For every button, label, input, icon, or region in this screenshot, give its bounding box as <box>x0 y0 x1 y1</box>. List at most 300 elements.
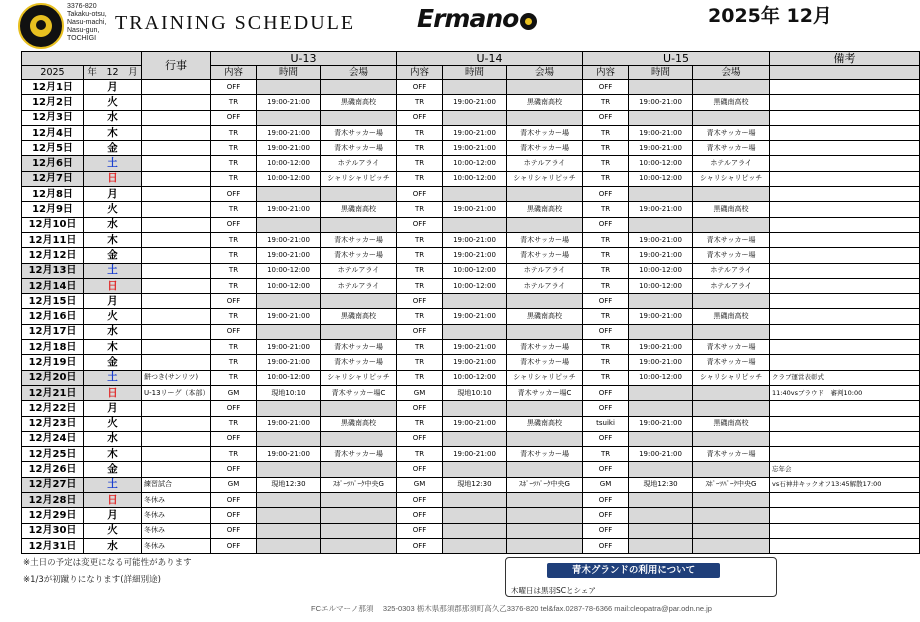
u14-time-header: 時間 <box>443 66 507 80</box>
weekday-cell: 水 <box>84 324 142 339</box>
u14-time-cell <box>443 523 507 538</box>
note-cell <box>770 217 920 232</box>
schedule-body <box>22 80 920 554</box>
u13-type-cell: OFF <box>211 110 257 125</box>
schedule-row <box>22 340 920 355</box>
date-cell: 12月21日 <box>22 385 84 400</box>
u15-time-cell <box>629 431 693 446</box>
u13-venue-cell <box>321 294 397 309</box>
u14-venue-cell <box>507 538 583 553</box>
contact-footer: FCエルマーノ那須 325-0303 栃木県那須郡那須町高久乙3376-820 tel&fax.0287-78-6366 mail:cleopatra@par.odn.ne.jp <box>311 604 712 613</box>
u13-venue-cell: ホテルアライ <box>321 156 397 171</box>
u13-venue-cell: シャリシャリピッチ <box>321 171 397 186</box>
u13-time-cell <box>257 431 321 446</box>
weekday-cell: 月 <box>84 294 142 309</box>
date-cell: 12月8日 <box>22 187 84 202</box>
u14-time-cell <box>443 187 507 202</box>
note-cell <box>770 202 920 217</box>
u13-time-cell: 19:00-21:00 <box>257 95 321 110</box>
date-cell: 12月12日 <box>22 248 84 263</box>
note-cell <box>770 156 920 171</box>
weekday-cell: 水 <box>84 538 142 553</box>
note-cell <box>770 340 920 355</box>
month-label: 2025年 12月 <box>708 5 832 27</box>
weekday-cell: 月 <box>84 508 142 523</box>
u15-type-cell: OFF <box>583 110 629 125</box>
note-cell <box>770 324 920 339</box>
weekday-cell: 日 <box>84 171 142 186</box>
u13-type-cell: OFF <box>211 523 257 538</box>
schedule-row <box>22 156 920 171</box>
u15-time-cell <box>629 324 693 339</box>
event-cell: 冬休み <box>142 523 211 538</box>
u13-type-cell: TR <box>211 309 257 324</box>
u14-time-cell <box>443 508 507 523</box>
date-cell: 12月11日 <box>22 232 84 247</box>
u15-type-header: 内容 <box>583 66 629 80</box>
u14-venue-cell: 黒磯南高校 <box>507 95 583 110</box>
u14-venue-cell <box>507 294 583 309</box>
u15-venue-cell: 黒磯南高校 <box>693 416 770 431</box>
u15-venue-cell: ホテルアライ <box>693 156 770 171</box>
u15-time-cell <box>629 462 693 477</box>
weekday-cell: 金 <box>84 248 142 263</box>
u14-time-cell <box>443 217 507 232</box>
u13-time-cell: 19:00-21:00 <box>257 355 321 370</box>
u13-venue-cell <box>321 187 397 202</box>
u14-type-cell: TR <box>397 447 443 462</box>
date-cell: 12月19日 <box>22 355 84 370</box>
schedule-row <box>22 385 920 400</box>
u13-type-cell: TR <box>211 248 257 263</box>
schedule-row <box>22 263 920 278</box>
date-cell: 12月30日 <box>22 523 84 538</box>
u13-time-cell: 19:00-21:00 <box>257 248 321 263</box>
u14-time-cell <box>443 401 507 416</box>
u13-venue-cell <box>321 80 397 95</box>
note-cell <box>770 248 920 263</box>
u13-venue-cell <box>321 462 397 477</box>
u15-type-cell: TR <box>583 340 629 355</box>
u15-venue-cell: 青木サッカー場 <box>693 125 770 140</box>
u14-time-cell: 19:00-21:00 <box>443 95 507 110</box>
weekday-cell: 木 <box>84 232 142 247</box>
u14-venue-cell <box>507 493 583 508</box>
weekday-cell: 日 <box>84 493 142 508</box>
date-cell: 12月13日 <box>22 263 84 278</box>
u13-type-cell: GM <box>211 477 257 492</box>
u15-type-cell: OFF <box>583 294 629 309</box>
u15-venue-cell <box>693 462 770 477</box>
u14-venue-cell <box>507 110 583 125</box>
u15-time-cell <box>629 217 693 232</box>
schedule-row <box>22 217 920 232</box>
club-logo-icon <box>18 3 64 49</box>
u15-time-cell <box>629 538 693 553</box>
u15-time-cell <box>629 187 693 202</box>
brand-ball-icon <box>520 13 537 30</box>
weekday-cell: 土 <box>84 370 142 385</box>
u15-venue-cell: シャリシャリピッチ <box>693 370 770 385</box>
u15-type-cell: TR <box>583 95 629 110</box>
u15-venue-cell: 青木サッカー場 <box>693 141 770 156</box>
note-cell <box>770 523 920 538</box>
u14-type-cell: OFF <box>397 523 443 538</box>
u13-venue-cell: シャリシャリピッチ <box>321 370 397 385</box>
date-cell: 12月27日 <box>22 477 84 492</box>
note-cell <box>770 263 920 278</box>
schedule-row <box>22 141 920 156</box>
schedule-row <box>22 462 920 477</box>
u13-time-cell <box>257 110 321 125</box>
weekday-cell: 火 <box>84 416 142 431</box>
u14-venue-header: 会場 <box>507 66 583 80</box>
weekday-cell: 木 <box>84 340 142 355</box>
schedule-row <box>22 493 920 508</box>
u15-time-cell: 10:00-12:00 <box>629 278 693 293</box>
header-blank <box>22 52 142 66</box>
u14-venue-cell: ホテルアライ <box>507 278 583 293</box>
u15-venue-cell <box>693 493 770 508</box>
u15-time-cell: 19:00-21:00 <box>629 202 693 217</box>
u13-type-cell: TR <box>211 141 257 156</box>
u15-type-cell: OFF <box>583 462 629 477</box>
event-cell <box>142 462 211 477</box>
weekday-cell: 土 <box>84 156 142 171</box>
u15-venue-cell <box>693 508 770 523</box>
u14-time-cell <box>443 324 507 339</box>
u14-venue-cell <box>507 217 583 232</box>
weekday-cell: 火 <box>84 202 142 217</box>
u14-time-cell <box>443 493 507 508</box>
u13-time-cell: 現地10:10 <box>257 385 321 400</box>
weekday-cell: 火 <box>84 523 142 538</box>
event-header: 行事 <box>142 52 211 80</box>
schedule-row <box>22 187 920 202</box>
u14-time-cell: 現地10:10 <box>443 385 507 400</box>
notice-box <box>505 557 777 597</box>
u14-type-cell: OFF <box>397 294 443 309</box>
event-cell <box>142 309 211 324</box>
schedule-row <box>22 447 920 462</box>
u14-type-cell: TR <box>397 232 443 247</box>
note-cell <box>770 309 920 324</box>
event-cell: 冬休み <box>142 538 211 553</box>
u15-type-cell: TR <box>583 156 629 171</box>
note-cell <box>770 125 920 140</box>
u13-venue-cell <box>321 538 397 553</box>
u13-time-cell: 10:00-12:00 <box>257 171 321 186</box>
u14-type-cell: OFF <box>397 401 443 416</box>
u15-type-cell: TR <box>583 248 629 263</box>
u14-venue-cell <box>507 324 583 339</box>
u14-type-cell: TR <box>397 278 443 293</box>
date-cell: 12月5日 <box>22 141 84 156</box>
u15-venue-cell: ホテルアライ <box>693 278 770 293</box>
u13-type-cell: OFF <box>211 187 257 202</box>
u15-type-cell: TR <box>583 232 629 247</box>
u14-time-cell: 19:00-21:00 <box>443 416 507 431</box>
weekday-cell: 金 <box>84 355 142 370</box>
event-cell <box>142 401 211 416</box>
u14-type-cell: OFF <box>397 324 443 339</box>
u13-type-cell: OFF <box>211 538 257 553</box>
schedule-row <box>22 370 920 385</box>
footnote-first-kick: ※1/3が初蹴りになります(詳細別途) <box>23 575 161 585</box>
u13-type-cell: OFF <box>211 80 257 95</box>
u13-venue-cell: ホテルアライ <box>321 278 397 293</box>
u14-time-cell: 19:00-21:00 <box>443 141 507 156</box>
u15-type-cell: OFF <box>583 187 629 202</box>
note-cell <box>770 187 920 202</box>
schedule-row <box>22 232 920 247</box>
event-cell <box>142 95 211 110</box>
u13-venue-cell: 青木サッカー場C <box>321 385 397 400</box>
u14-type-cell: TR <box>397 355 443 370</box>
u14-time-cell: 19:00-21:00 <box>443 447 507 462</box>
u15-time-cell <box>629 110 693 125</box>
u13-type-cell: TR <box>211 447 257 462</box>
u15-venue-cell: シャリシャリピッチ <box>693 171 770 186</box>
u15-time-cell <box>629 493 693 508</box>
date-cell: 12月31日 <box>22 538 84 553</box>
date-cell: 12月2日 <box>22 95 84 110</box>
note-cell <box>770 80 920 95</box>
date-cell: 12月7日 <box>22 171 84 186</box>
u13-venue-cell: 黒磯南高校 <box>321 416 397 431</box>
note-cell: vs石神井キックオフ13:45解散17:00 <box>770 477 920 492</box>
u13-time-cell <box>257 538 321 553</box>
u14-type-cell: OFF <box>397 462 443 477</box>
u13-time-cell: 10:00-12:00 <box>257 370 321 385</box>
u13-time-cell <box>257 523 321 538</box>
u14-venue-cell <box>507 508 583 523</box>
schedule-row <box>22 401 920 416</box>
u15-type-cell: TR <box>583 309 629 324</box>
u14-venue-cell: 黒磯南高校 <box>507 416 583 431</box>
u13-venue-cell: 青木サッカー場 <box>321 125 397 140</box>
event-cell: 冬休み <box>142 493 211 508</box>
date-cell: 12月28日 <box>22 493 84 508</box>
u14-venue-cell: ホテルアライ <box>507 156 583 171</box>
date-cell: 12月22日 <box>22 401 84 416</box>
u15-type-cell: TR <box>583 355 629 370</box>
schedule-row <box>22 477 920 492</box>
u13-type-cell: OFF <box>211 401 257 416</box>
weekday-cell: 木 <box>84 125 142 140</box>
u14-venue-cell: 青木サッカー場 <box>507 125 583 140</box>
note-cell <box>770 141 920 156</box>
u15-venue-cell <box>693 401 770 416</box>
u13-time-cell <box>257 80 321 95</box>
date-cell: 12月16日 <box>22 309 84 324</box>
u14-type-header: 内容 <box>397 66 443 80</box>
u13-time-cell <box>257 217 321 232</box>
date-cell: 12月9日 <box>22 202 84 217</box>
schedule-row <box>22 95 920 110</box>
u14-type-cell: TR <box>397 125 443 140</box>
u15-venue-cell <box>693 80 770 95</box>
u15-time-cell: 19:00-21:00 <box>629 355 693 370</box>
note-cell <box>770 508 920 523</box>
event-cell <box>142 416 211 431</box>
schedule-row <box>22 508 920 523</box>
u15-venue-cell <box>693 385 770 400</box>
u13-venue-cell: 青木サッカー場 <box>321 355 397 370</box>
schedule-row <box>22 324 920 339</box>
u13-type-cell: TR <box>211 125 257 140</box>
u15-time-cell <box>629 294 693 309</box>
u14-time-cell <box>443 538 507 553</box>
u14-venue-cell <box>507 462 583 477</box>
schedule-table <box>21 51 920 554</box>
weekday-cell: 水 <box>84 217 142 232</box>
date-cell: 12月14日 <box>22 278 84 293</box>
u15-type-cell: GM <box>583 477 629 492</box>
event-cell <box>142 141 211 156</box>
u15-time-cell <box>629 385 693 400</box>
u13-type-cell: TR <box>211 355 257 370</box>
u15-venue-cell <box>693 324 770 339</box>
page-title: TRAINING SCHEDULE <box>115 12 356 34</box>
u15-type-cell: TR <box>583 125 629 140</box>
u13-type-cell: TR <box>211 278 257 293</box>
u15-type-cell: OFF <box>583 493 629 508</box>
u13-type-cell: TR <box>211 95 257 110</box>
schedule-row <box>22 202 920 217</box>
u13-venue-cell: 青木サッカー場 <box>321 248 397 263</box>
u13-venue-cell <box>321 217 397 232</box>
u14-venue-cell: 青木サッカー場 <box>507 232 583 247</box>
event-cell <box>142 340 211 355</box>
u14-type-cell: TR <box>397 340 443 355</box>
date-cell: 12月25日 <box>22 447 84 462</box>
u15-time-cell: 19:00-21:00 <box>629 309 693 324</box>
u14-type-cell: TR <box>397 156 443 171</box>
u13-venue-cell: 黒磯南高校 <box>321 309 397 324</box>
date-cell: 12月20日 <box>22 370 84 385</box>
year-cell: 2025 <box>22 66 84 80</box>
notes-header: 備考 <box>770 52 920 66</box>
u13-time-cell <box>257 324 321 339</box>
notes-subheader <box>770 66 920 80</box>
u14-venue-cell <box>507 401 583 416</box>
event-cell <box>142 217 211 232</box>
u15-time-cell <box>629 80 693 95</box>
u15-time-cell: 10:00-12:00 <box>629 370 693 385</box>
u14-type-cell: GM <box>397 477 443 492</box>
u14-type-cell: OFF <box>397 80 443 95</box>
u15-type-cell: TR <box>583 171 629 186</box>
u13-time-cell: 19:00-21:00 <box>257 309 321 324</box>
date-cell: 12月15日 <box>22 294 84 309</box>
u15-type-cell: TR <box>583 263 629 278</box>
u15-venue-cell: 黒磯南高校 <box>693 202 770 217</box>
u14-venue-cell: 黒磯南高校 <box>507 309 583 324</box>
u13-type-cell: OFF <box>211 493 257 508</box>
u15-venue-cell <box>693 217 770 232</box>
u14-time-cell <box>443 431 507 446</box>
u14-venue-cell: 黒磯南高校 <box>507 202 583 217</box>
event-cell <box>142 110 211 125</box>
u13-venue-cell: 青木サッカー場 <box>321 141 397 156</box>
schedule-row <box>22 523 920 538</box>
u15-time-cell <box>629 508 693 523</box>
weekday-cell: 火 <box>84 95 142 110</box>
u15-type-cell: TR <box>583 447 629 462</box>
u15-venue-cell <box>693 538 770 553</box>
schedule-row <box>22 309 920 324</box>
note-cell <box>770 431 920 446</box>
u13-time-cell <box>257 493 321 508</box>
u15-type-cell: TR <box>583 278 629 293</box>
u15-time-cell: 10:00-12:00 <box>629 263 693 278</box>
note-cell <box>770 416 920 431</box>
u15-time-cell: 19:00-21:00 <box>629 248 693 263</box>
u15-venue-header: 会場 <box>693 66 770 80</box>
event-cell <box>142 294 211 309</box>
group-header-u14: U-14 <box>397 52 583 66</box>
u13-time-cell: 19:00-21:00 <box>257 232 321 247</box>
u13-time-cell: 19:00-21:00 <box>257 416 321 431</box>
schedule-row <box>22 416 920 431</box>
date-cell: 12月3日 <box>22 110 84 125</box>
event-cell <box>142 447 211 462</box>
club-address: 3376-820 Takaku-otsu, Nasu-machi, Nasu-gun, TOCHIGI <box>67 3 107 42</box>
u15-type-cell: OFF <box>583 523 629 538</box>
u13-venue-header: 会場 <box>321 66 397 80</box>
u13-time-cell: 19:00-21:00 <box>257 125 321 140</box>
u15-type-cell: OFF <box>583 538 629 553</box>
u13-time-cell: 10:00-12:00 <box>257 156 321 171</box>
u14-time-cell: 10:00-12:00 <box>443 263 507 278</box>
u15-venue-cell: 青木サッカー場 <box>693 447 770 462</box>
weekday-cell: 水 <box>84 110 142 125</box>
date-cell: 12月4日 <box>22 125 84 140</box>
u15-time-cell <box>629 523 693 538</box>
note-cell <box>770 232 920 247</box>
u15-type-cell: OFF <box>583 324 629 339</box>
u13-time-cell: 10:00-12:00 <box>257 263 321 278</box>
u13-time-cell <box>257 187 321 202</box>
event-cell <box>142 156 211 171</box>
u15-time-cell: 現地12:30 <box>629 477 693 492</box>
weekday-cell: 日 <box>84 278 142 293</box>
u15-type-cell: OFF <box>583 431 629 446</box>
date-cell: 12月18日 <box>22 340 84 355</box>
u13-venue-cell: 青木サッカー場 <box>321 232 397 247</box>
u15-time-cell: 10:00-12:00 <box>629 171 693 186</box>
event-cell: 餅つき(サンリツ) <box>142 370 211 385</box>
u14-venue-cell <box>507 80 583 95</box>
u13-type-cell: TR <box>211 171 257 186</box>
schedule-row <box>22 538 920 553</box>
schedule-row <box>22 125 920 140</box>
u13-time-cell: 19:00-21:00 <box>257 447 321 462</box>
note-cell: 11:40vsブラウド 審判10:00 <box>770 385 920 400</box>
note-cell <box>770 401 920 416</box>
u13-type-cell: TR <box>211 263 257 278</box>
u13-time-cell: 現地12:30 <box>257 477 321 492</box>
u14-venue-cell: 青木サッカー場 <box>507 141 583 156</box>
date-cell: 12月29日 <box>22 508 84 523</box>
u14-type-cell: OFF <box>397 493 443 508</box>
u13-type-cell: OFF <box>211 508 257 523</box>
u13-time-cell: 19:00-21:00 <box>257 340 321 355</box>
u15-time-cell: 19:00-21:00 <box>629 340 693 355</box>
u15-venue-cell: 青木サッカー場 <box>693 355 770 370</box>
weekday-cell: 日 <box>84 385 142 400</box>
